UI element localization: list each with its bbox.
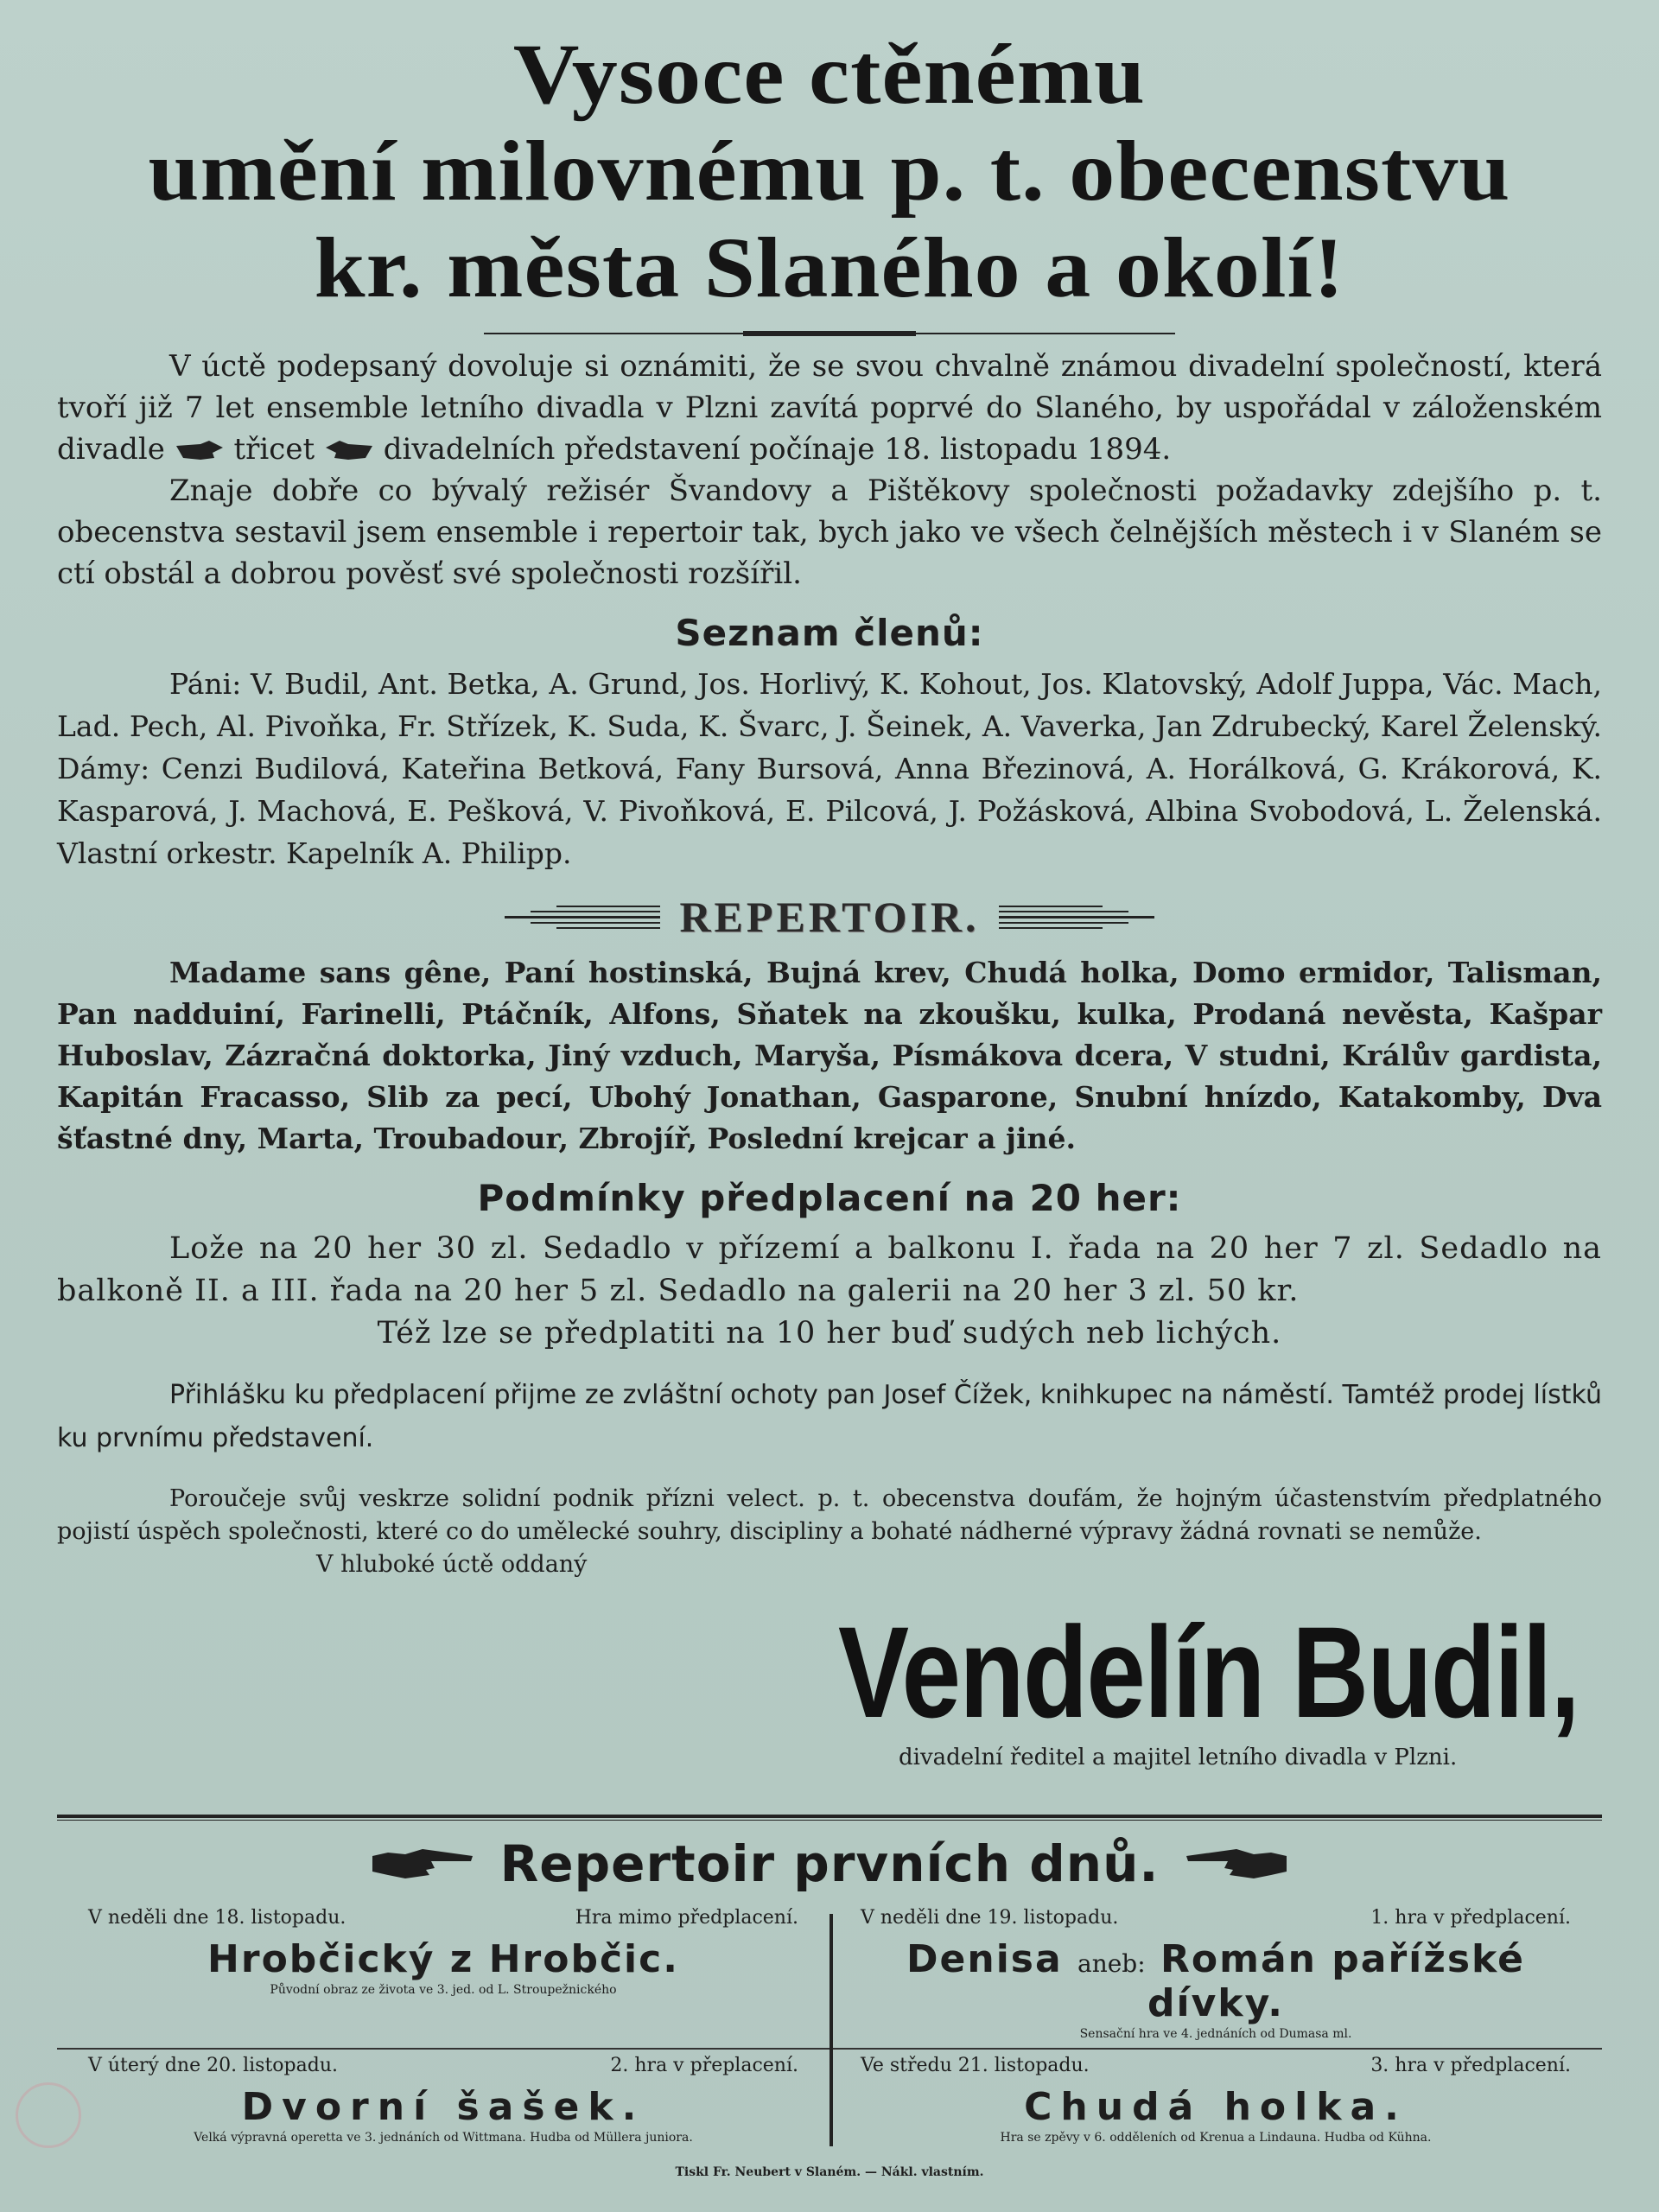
decorative-lines-left-icon [505,904,660,930]
show-2-title: Denisa [906,1937,1063,1981]
printer-imprint: Tiskl Fr. Neubert v Slaném. — Nákl. vlastním. [675,2165,984,2179]
intro-text-c: divadelních představení počínaje 18. listopadu 1894. [383,432,1172,467]
conditions-text: Lože na 20 her 30 zl. Sedadlo v přízemí a balkonu I. řada na 20 her 7 zl. Sedadlo na balkoně II. a III. řada na 20 her 5 zl. Sedadlo na galerii na 20 her 3 zl. 50 kr. [57,1231,1602,1308]
headline [10,26,1648,316]
section-divider [57,1815,1602,1821]
show-2-header [861,1907,1571,1929]
signature-name: Vendelín Budil, [838,1599,1580,1745]
intro-paragraph-2: Znaje dobře co bývalý režisér Švandovy a Pištěkovy společnosti požadavky zdejšího p. t. obecenstva sestavil jsem ensemble i repertoir tak, bych jako ve všech čelnějších městech i v Slaném se ctí obstál a dobrou pověsť své společnosti rozšířil. [57,474,1602,591]
ornamental-rule [484,330,1175,337]
decorative-lines-right-icon [999,904,1154,930]
show-cell-3 [57,2050,830,2152]
show-2-note: 1. hra v předplacení. [1370,1907,1571,1929]
show-3-date: V úterý dne 20. listopadu. [88,2055,338,2076]
headline-line-2: umění milovnému p. t. obecenstvu [148,123,1511,219]
show-3-note: 2. hra v přeplacení. [610,2055,798,2076]
show-1-title: Hrobčický z Hrobčic. [207,1937,679,1981]
show-2-aneb: aneb: [1077,1949,1146,1978]
show-2-date: V neděli dne 19. listopadu. [861,1907,1119,1929]
show-4-header [861,2055,1571,2076]
regards-text: V hluboké úctě oddaný [316,1551,588,1578]
pointing-hand-left-icon [1185,1844,1288,1884]
first-days-title: Repertoir prvních dnů. [499,1834,1160,1893]
show-1-date: V neděli dne 18. listopadu. [88,1907,346,1929]
intro-text-a: V úctě podepsaný dovoluje si oznámiti, že se svou chvalně známou divadelní společností, která tvoří již 7 let ensemble letního divadla v Plzni zavítá poprvé do Slaného, by uspořádal v záloženském divadle [57,349,1602,467]
show-4-date: Ve středu 21. listopadu. [861,2055,1090,2076]
show-4-note: 3. hra v předplacení. [1370,2055,1571,2076]
library-stamp-icon [16,2082,81,2148]
show-2-desc: Sensační hra ve 4. jednáních od Dumasa ml. [1079,2027,1352,2041]
show-cell-2 [830,1902,1602,2050]
intro-text-thirty: třicet [233,432,315,467]
repertoir-list: Madame sans gêne, Paní hostinská, Bujná krev, Chudá holka, Domo ermidor, Talisman, Pan nadduiní, Farinelli, Ptáčník, Alfons, Sňatek na zkoušku, kulka, Prodaná nevěsta, Kašpar Huboslav, Zázračná doktorka, Jiný vzduch, Maryša, Písmákova dcera, V studni, Králův gardista, Kapitán Fracasso, Slib za pecí, Ubohý Jonathan, Gasparone, Snubní hnízdo, Katakomby, Dva šťastné dny, Marta, Troubadour, Zbrojíř, Poslední krejcar a jiné. [57,956,1602,1155]
conditions-title: Podmínky předplacení na 20 her: [477,1177,1182,1219]
show-3-desc: Velká výpravná operetta ve 3. jednáních od Wittmana. Hudba od Müllera juniora. [194,2131,693,2145]
headline-line-1: Vysoce ctěnému [512,26,1147,122]
signature-block [838,1599,1607,1770]
subscription-notice: Přihlášku ku předplacení přijme ze zvláštní ochoty pan Josef Čížek, knihkupec na náměstí. Tamtéž prodej lístků ku prvnímu představení. [57,1380,1602,1453]
pointing-hand-right-icon [371,1844,474,1884]
show-1-desc: Původní obraz ze života ve 3. jed. od L. Stroupežnického [270,1983,617,1997]
closing-regards [57,1548,1602,1581]
show-cell-1 [57,1902,830,2050]
conditions-line-3: Též lze se předplatiti na 10 her buď sudých neb lichých. [377,1316,1282,1351]
show-4-title: Chudá holka. [1024,2085,1408,2129]
headline-line-3: kr. města Slaného a okolí! [314,219,1345,315]
closing-text: Poroučeje svůj veskrze solidní podnik přízni velect. p. t. obecenstva doufám, že hojným účastenstvím předplatného pojistí úspěch společnosti, které co do umělecké souhry, discipliny a bohaté nádherné výpravy žádná rovnati se nemůže. [57,1485,1602,1545]
show-1-note: Hra mimo předplacení. [575,1907,798,1929]
first-days-section [57,1815,1602,2179]
show-2-title-line [861,1937,1571,2025]
show-4-desc: Hra se zpěvy v 6. odděleních od Krenua a Lindauna. Hudba od Kühna. [1000,2131,1432,2145]
first-days-heading [57,1834,1602,1893]
members-title: Seznam členů: [675,612,984,654]
show-1-header [88,1907,798,1929]
show-cell-4 [830,2050,1602,2152]
repertoir-heading [57,892,1602,942]
repertoir-title: REPERTOIR. [679,893,980,941]
intro-paragraph-1 [57,346,1602,470]
show-3-header [88,2055,798,2076]
pointing-hand-left-icon [324,439,374,463]
signature-subtitle: divadelní ředitel a majitel letního divadla v Plzni. [899,1745,1458,1770]
first-days-grid [57,1902,1602,2152]
pointing-hand-right-icon [175,439,225,463]
show-3-title: Dvorní šašek. [241,2085,645,2129]
members-list: Páni: V. Budil, Ant. Betka, A. Grund, Jos. Horlivý, K. Kohout, Jos. Klatovský, Adolf Juppa, Vác. Mach, Lad. Pech, Al. Pivoňka, Fr. Střízek, K. Suda, K. Švarc, J. Šeinek, A. Vaverka, Jan Zdrubecký, Karel Želenský. Dámy: Cenzi Budilová, Kateřina Betková, Fany Bursová, Anna Březinová, A. Horálková, G. Krákorová, K. Kasparová, J. Machová, E. Pešková, V. Pivoňková, E. Pilcová, J. Požásková, Albina Svobodová, L. Želenská. Vlastní orkestr. Kapelník A. Philipp. [57,667,1602,870]
show-2-subtitle: Román pařížské dívky. [1147,1937,1525,2025]
